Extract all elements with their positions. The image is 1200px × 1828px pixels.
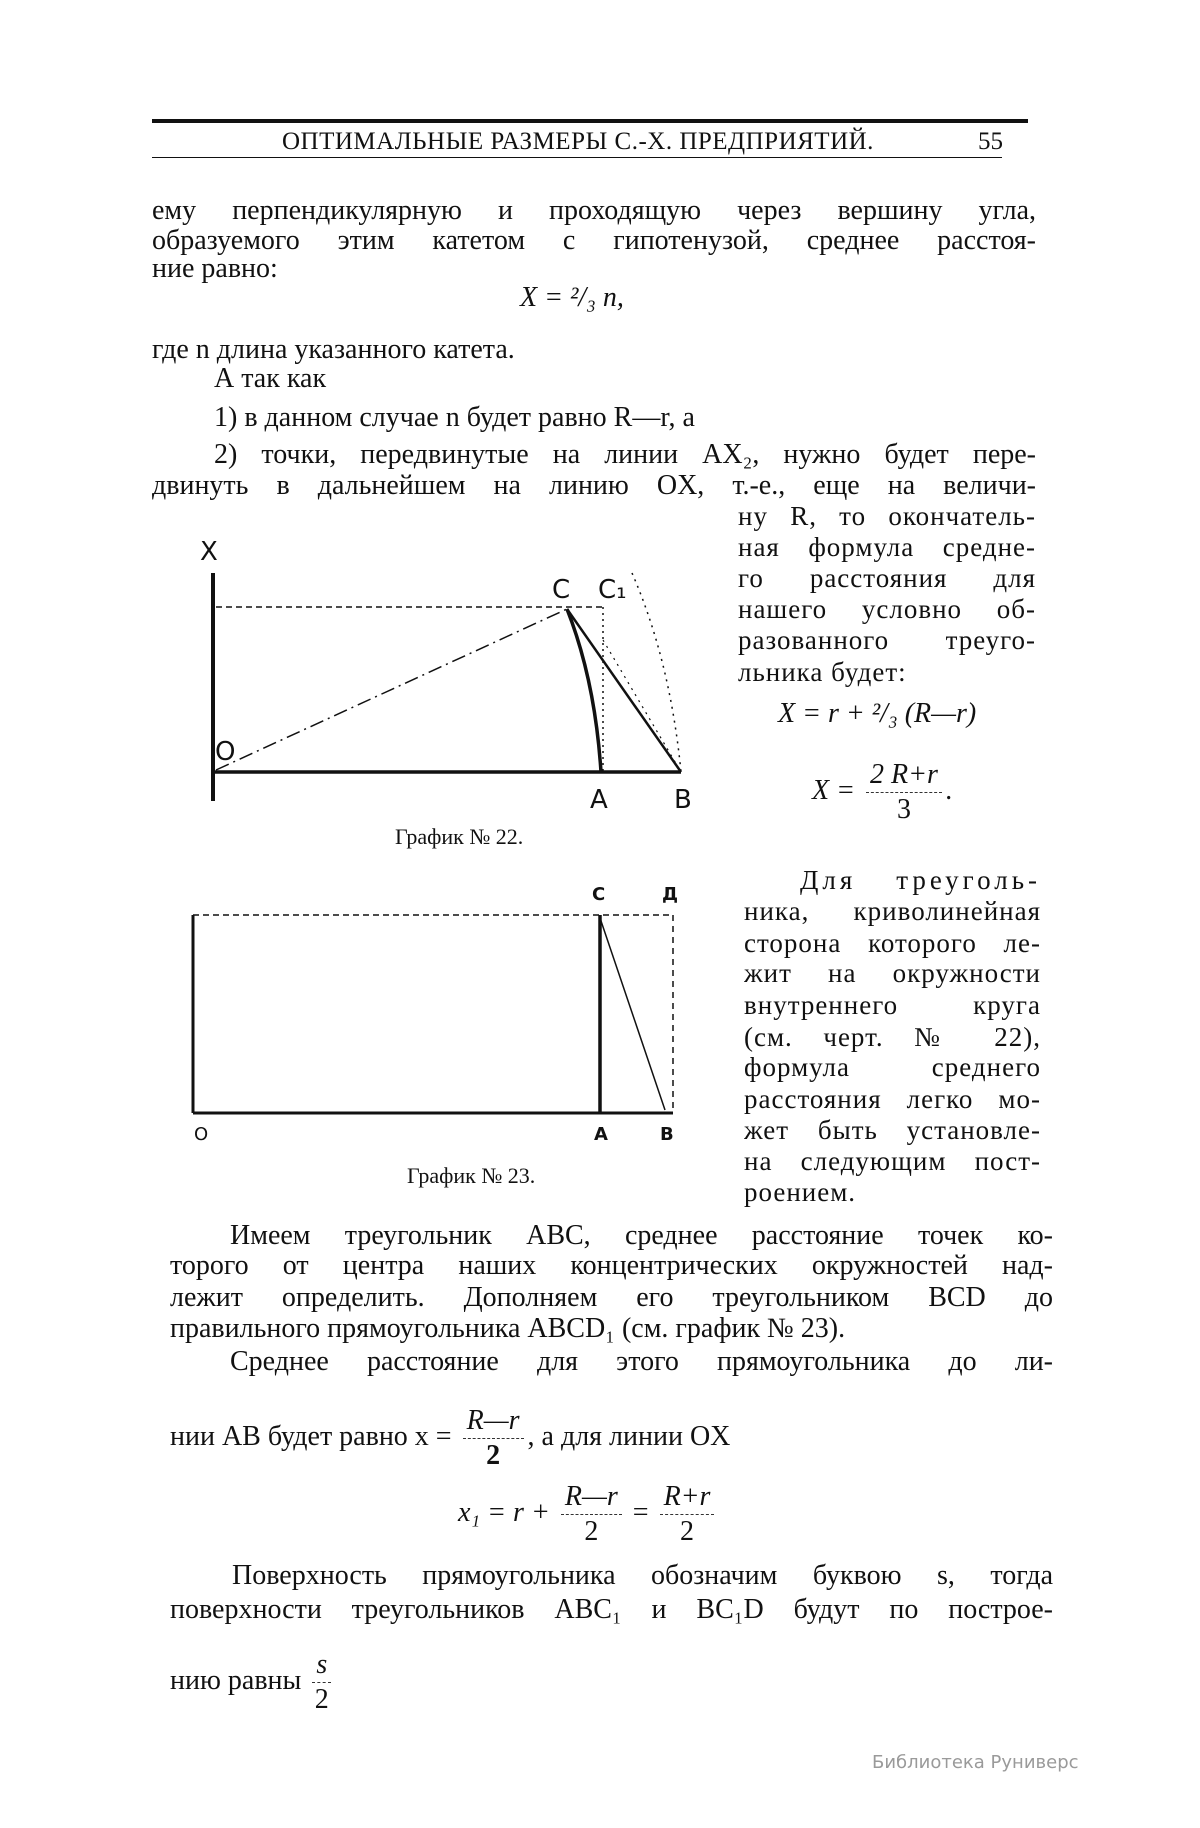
- label-c: C: [592, 884, 606, 905]
- text-line: лежит определить. Дополняем его треугольником BCD до: [170, 1282, 1053, 1313]
- line-prefix: нии AB будет равно x =: [170, 1420, 452, 1452]
- fraction-numerator: 2 R+r: [866, 758, 942, 793]
- label-c: C: [552, 575, 571, 605]
- text-line: Поверхность прямоугольника обозначим буквою s, тогда: [232, 1560, 1053, 1591]
- line-suffix: , а для линии OX: [527, 1420, 731, 1452]
- label-d: Д: [662, 884, 679, 905]
- text-line: (см. черт. № 22),: [744, 1022, 1041, 1052]
- text-line: формула среднего: [744, 1052, 1041, 1082]
- fraction-denominator: 2: [680, 1516, 695, 1547]
- line-prefix: нию равны: [170, 1664, 302, 1696]
- formula-lhs: x₁ = r +: [458, 1496, 550, 1528]
- text-line: ние равно:: [152, 253, 278, 284]
- figure-23: [193, 915, 673, 1113]
- text-line: на следующим пост-: [744, 1146, 1041, 1176]
- text-line-ab: [170, 1404, 731, 1471]
- text-line: сторона которого ле-: [744, 928, 1041, 958]
- text-line: ная формула средне-: [738, 532, 1036, 562]
- fraction-denominator: 2: [314, 1684, 329, 1715]
- text-line: внутреннего круга: [744, 990, 1041, 1020]
- line-cb: [567, 609, 681, 772]
- dash-dot-line-oc: [216, 609, 567, 770]
- label-o: O: [194, 1124, 209, 1145]
- equals-sign: =: [632, 1496, 649, 1528]
- text-line: 2) точки, передвинутые на линии AX₂, нужно будет пере-: [214, 439, 1036, 470]
- text-line: роением.: [744, 1177, 857, 1207]
- text-line: где n длина указанного катета.: [152, 334, 515, 365]
- text-line: жет быть установле-: [744, 1115, 1041, 1145]
- fraction-denominator: 3: [896, 794, 911, 825]
- running-header: ОПТИМАЛЬНЫЕ РАЗМЕРЫ С.-Х. ПРЕДПРИЯТИЙ.: [282, 128, 874, 155]
- text-line: 1) в данном случае n будет равно R—r, а: [214, 402, 695, 433]
- fraction-numerator: s: [312, 1648, 331, 1683]
- text-line: образуемого этим катетом с гипотенузой, среднее расстоя-: [152, 225, 1036, 256]
- text-line-last: [170, 1648, 335, 1715]
- label-b: B: [674, 785, 692, 815]
- text-line: ему перпендикулярную и проходящую через вершину угла,: [152, 195, 1036, 226]
- fraction-numerator: R—r: [463, 1404, 524, 1439]
- formula-x1: [458, 1480, 718, 1549]
- text-line: разованного треуго-: [738, 625, 1036, 655]
- label-a: A: [594, 1124, 608, 1145]
- text-line: Для треуголь-: [800, 865, 1041, 895]
- fraction-denominator: 2: [584, 1516, 599, 1547]
- outer-arc: [632, 573, 681, 772]
- text-line: правильного прямоугольника ABCD₁ (см. график № 23).: [170, 1313, 846, 1344]
- text-line: расстояния легко мо-: [744, 1084, 1041, 1114]
- text-line: торого от центра наших концентрических окружностей над-: [170, 1250, 1053, 1281]
- text-line: Имеем треугольник ABC, среднее расстояние точек ко-: [230, 1220, 1053, 1251]
- text-line: го расстояния для: [738, 563, 1036, 593]
- dotted-c1b: [603, 640, 681, 772]
- page-number: 55: [978, 128, 1003, 155]
- figure-22: [213, 573, 681, 801]
- fraction-numerator: R+r: [660, 1480, 715, 1515]
- label-c1: C₁: [598, 575, 627, 605]
- fraction-denominator: 2: [486, 1440, 501, 1471]
- formula-x-r-plus: X = r + ²/₃ (R—r): [778, 698, 977, 729]
- fraction-numerator: R—r: [561, 1480, 622, 1515]
- formula-lhs: X =: [812, 774, 855, 806]
- figure-23-caption: График № 23.: [407, 1163, 536, 1188]
- text-line: нашего условно об-: [738, 594, 1036, 624]
- text-line: ну R, то окончатель-: [738, 501, 1036, 531]
- watermark: Библиотека Руниверс: [872, 1752, 1079, 1773]
- text-line: А так как: [214, 363, 327, 394]
- text-line: ника, криволинейная: [744, 896, 1041, 926]
- hyp-cb: [600, 918, 665, 1110]
- text-line: жит на окружности: [744, 958, 1041, 988]
- label-o: O: [215, 737, 236, 767]
- text-line: двинуть в дальнейшем на линию OX, т.-е., еще на величи-: [152, 470, 1036, 501]
- label-a: A: [590, 785, 608, 815]
- text-line: льника будет:: [738, 657, 907, 687]
- formula-end: .: [945, 774, 953, 806]
- text-line: поверхности треугольников ABC₁ и BC₁D будут по построе-: [170, 1594, 1053, 1625]
- formula-x-two-thirds-n: X = ²/₃ n,: [520, 282, 624, 313]
- text-line: Среднее расстояние для этого прямоугольника до ли-: [230, 1346, 1053, 1377]
- label-x: X: [200, 537, 218, 567]
- figure-22-caption: График № 22.: [395, 824, 524, 849]
- label-b: B: [660, 1124, 674, 1145]
